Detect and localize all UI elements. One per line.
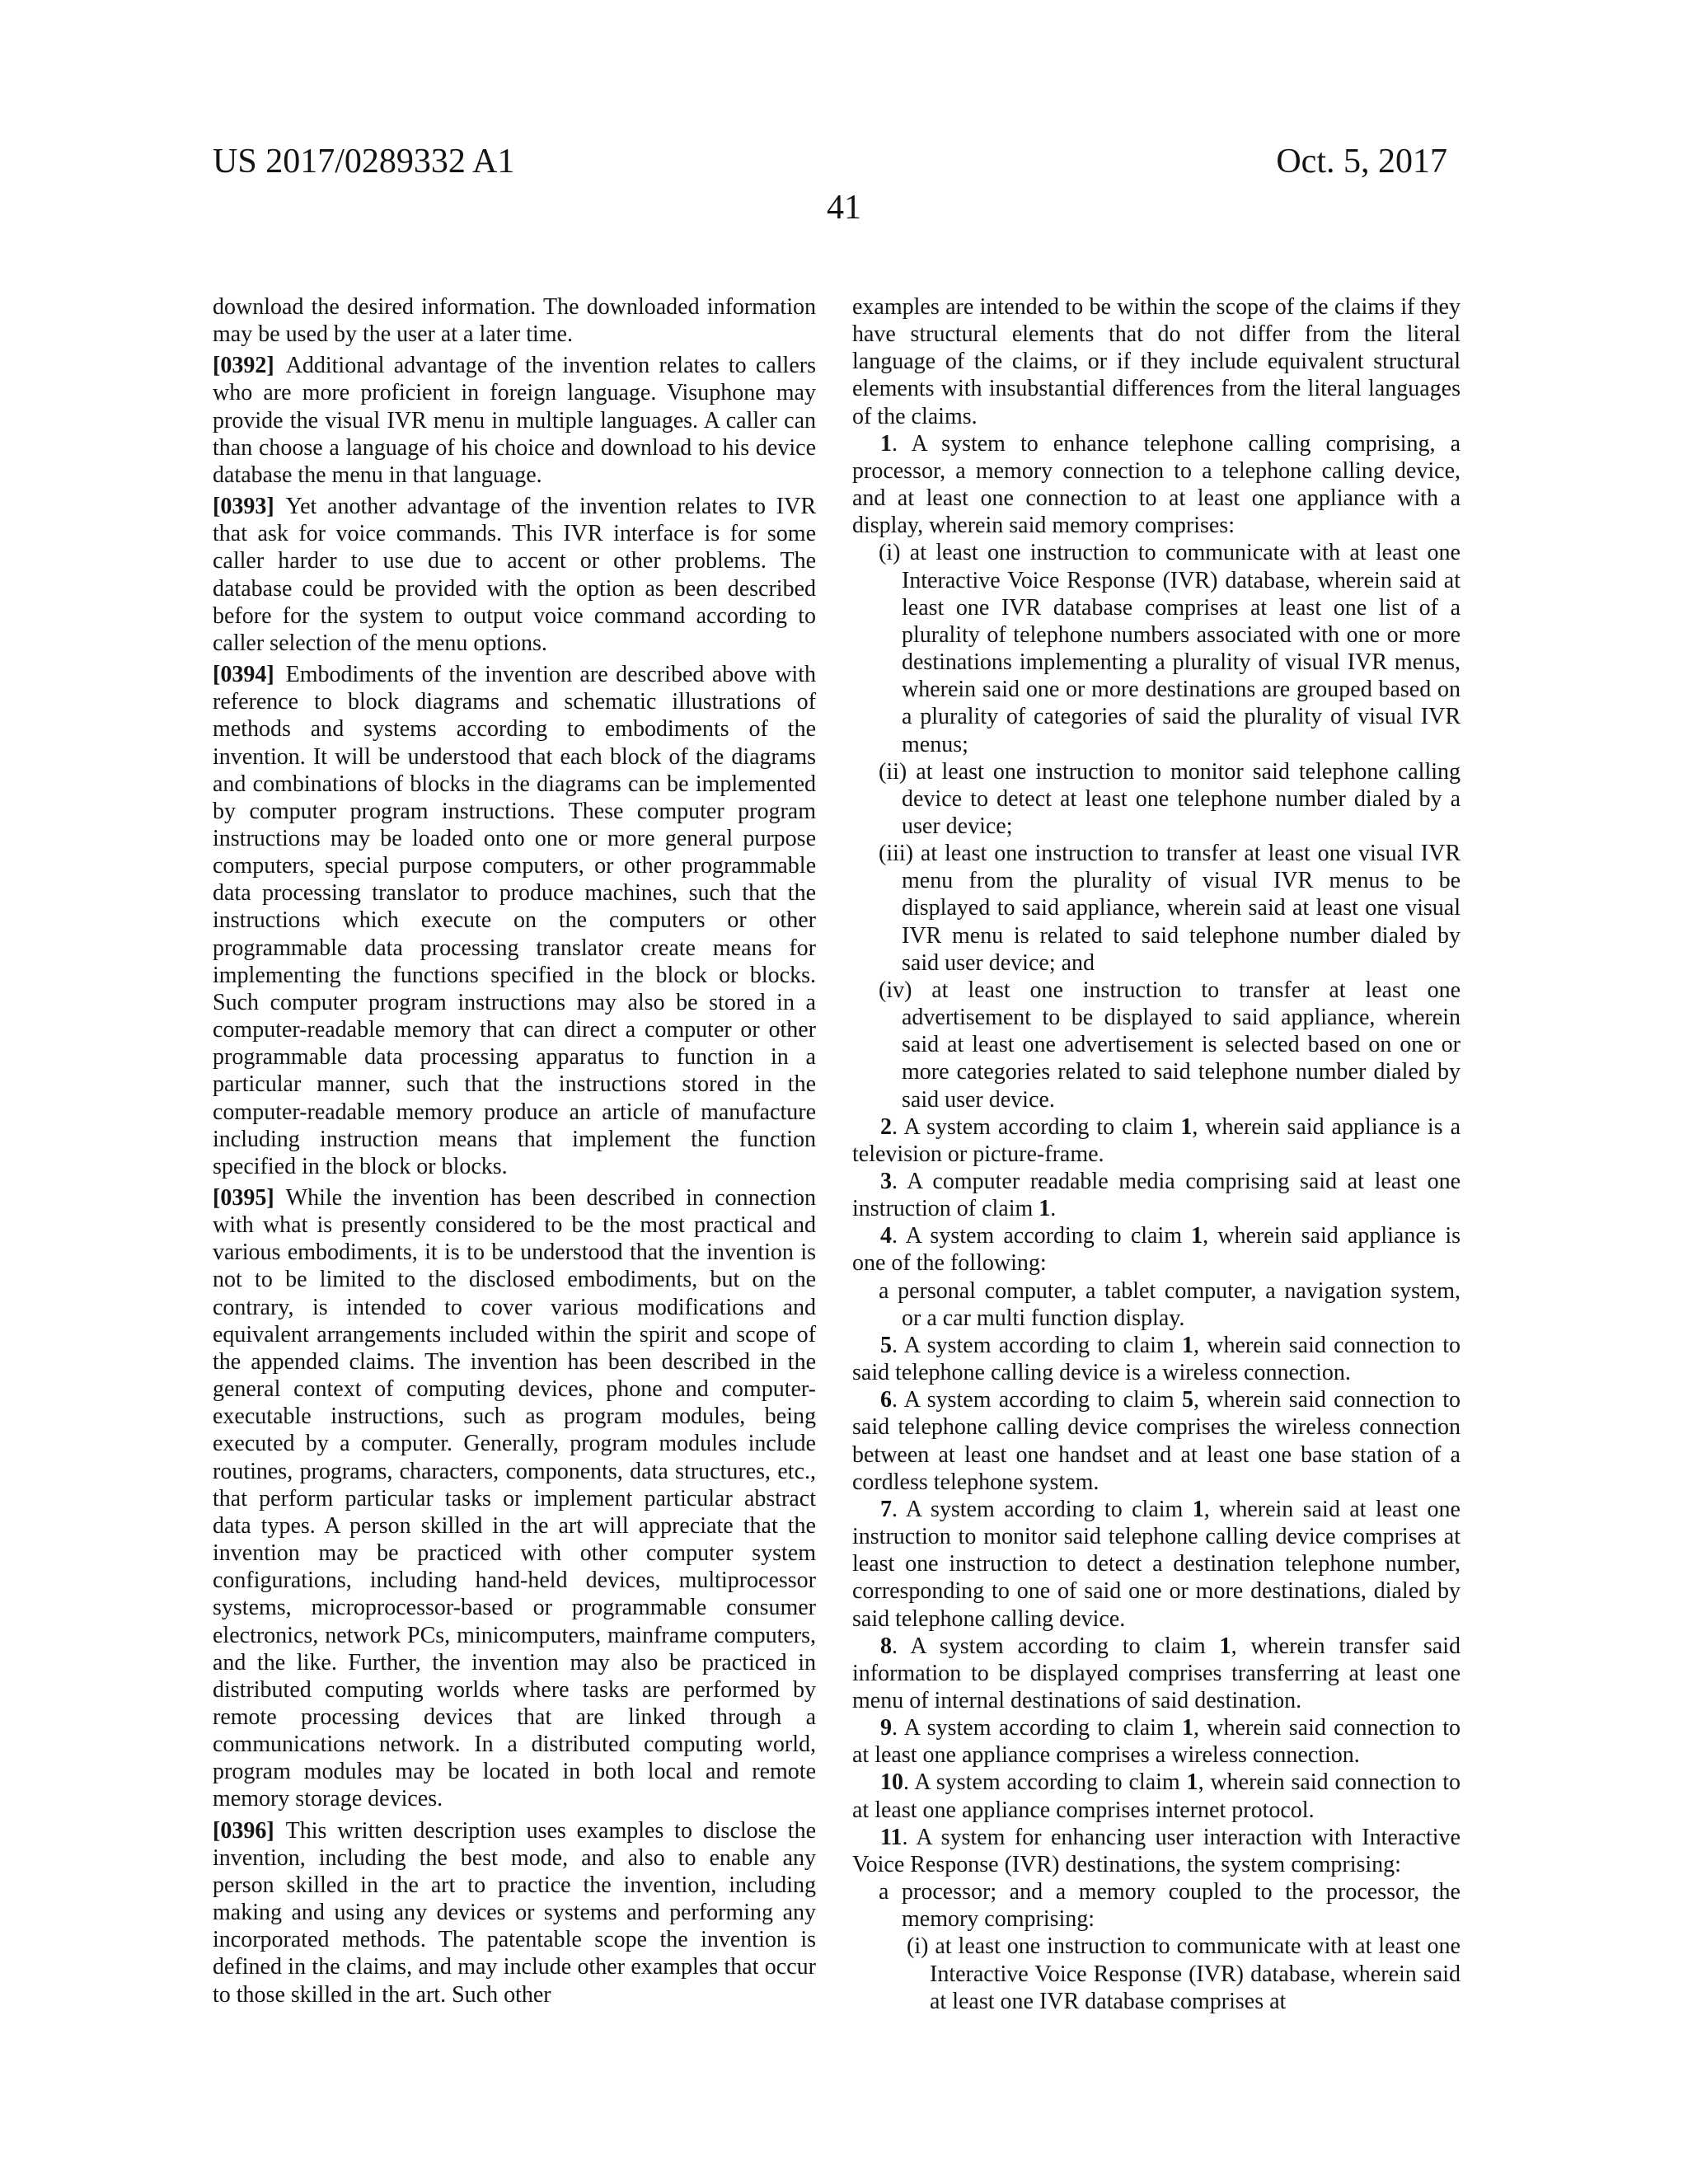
claim-number: 5: [880, 1332, 892, 1358]
claim-reference: 1: [1180, 1113, 1193, 1140]
claim-reference: 1: [1192, 1496, 1204, 1522]
claim-text: . A system according to claim: [892, 1332, 1182, 1358]
claim-1-element-i: (i) at least one instruction to communicate with at least one Interactive Voice Response (IVR) database, wherein said at least one IVR database comprises at least one list of a plurality of telephone numbers associated with one or more destinations implementing a plurality of visual IVR menus, wherein said one or more destinations are grouped based on a plurality of categories of said the plurality of visual IVR menus;: [879, 540, 1461, 757]
claim-reference: 5: [1181, 1387, 1193, 1413]
publication-date: Oct. 5, 2017: [1276, 143, 1447, 180]
claim-text: . A system according to claim: [892, 1387, 1182, 1413]
claim-text: . A system according to claim: [892, 1715, 1182, 1741]
claim-6: [852, 1386, 1461, 1496]
paragraph-0396: [213, 1817, 816, 2008]
publication-number: US 2017/0289332 A1: [213, 143, 515, 180]
claim-8: [852, 1633, 1461, 1714]
claim-text: . A system according to claim: [892, 1223, 1192, 1249]
paragraph-number: [0393]: [213, 494, 274, 520]
claim-11-element: a processor; and a memory coupled to the processor, the memory comprising:: [879, 1879, 1461, 1933]
left-column: [213, 293, 816, 2008]
claim-number: 2: [880, 1113, 892, 1140]
claim-text: , wherein said connection to said telephone calling device is a wireless connection.: [852, 1332, 1461, 1386]
claim-number: 4: [880, 1223, 892, 1249]
claim-text: . A computer readable media comprising said at least one instruction of claim: [852, 1169, 1461, 1222]
claim-reference: 1: [1181, 1332, 1193, 1358]
claim-1-element-iv: (iv) at least one instruction to transfer at least one advertisement to be displayed to said appliance, wherein said at least one advertisement is selected based on one or more categories related to said telephone number dialed by said user device.: [879, 977, 1461, 1113]
paragraph-text: Additional advantage of the invention relates to callers who are more proficient in foreign language. Visuphone may provide the visual IVR menu in multiple languages. A caller can than choose a language of his choice and download to his device database the menu in that language.: [213, 353, 816, 488]
claim-reference: 1: [1219, 1633, 1231, 1659]
paragraph-number: [0394]: [213, 662, 274, 688]
claim-number: 8: [880, 1633, 892, 1659]
claim-text: . A system according to claim: [892, 1633, 1220, 1659]
claim-reference: 1: [1191, 1223, 1203, 1249]
claim-number: 3: [880, 1169, 892, 1194]
claim-text: , wherein said connection to at least one appliance comprises a wireless connection.: [852, 1715, 1461, 1769]
claim-10: [852, 1769, 1461, 1823]
page-number: 41: [827, 189, 861, 227]
claim-number: 1: [880, 430, 892, 457]
paragraph-0392: [213, 352, 816, 489]
paragraph-number: [0392]: [213, 353, 274, 379]
claim-text: . A system to enhance telephone calling comprising, a processor, a memory connection to a telephone calling device, and at least one connection to at least one appliance with a display, wherein said memory comprises:: [852, 430, 1461, 539]
claim-text: , wherein said connection to said telephone calling device comprises the wireless connection between at least one handset and at least one base station of a cordless telephone system.: [852, 1387, 1461, 1495]
paragraph-text: While the invention has been described in connection with what is presently considered to be the most practical and various embodiments, it is to be understood that the invention is not to be limited to the disclosed embodiments, but on the contrary, is intended to cover various modifications and equivalent arrangements included within the spirit and scope of the appended claims. The invention has been described in the general context of computing devices, phone and computer-executable instructions, such as program modules, being executed by a computer. Generally, program modules include routines, programs, characters, components, data structures, etc., that perform particular tasks or implement particular abstract data types. A person skilled in the art will appreciate that the invention may be practiced with other computer system configurations, including hand-held devices, multiprocessor systems, microprocessor-based or programmable consumer electronics, network PCs, minicomputers, mainframe computers, and the like. Further, the invention may also be practiced in distributed computing worlds where tasks are performed by remote processing devices that are linked through a communications network. In a distributed computing world, program modules may be located in both local and remote memory storage devices.: [213, 1185, 816, 1812]
paragraph-0395: [213, 1184, 816, 1813]
claim-text: , wherein said appliance is a television or picture-frame.: [852, 1113, 1461, 1167]
paragraph-text: Embodiments of the invention are described above with reference to block diagrams and schematic illustrations of methods and systems according to embodiments of the invention. It will be understood that each block of the diagrams and combinations of blocks in the diagrams can be implemented by computer program instructions. These computer program instructions may be loaded onto one or more general purpose computers, special purpose computers, or other programmable data processing translator to produce machines, such that the instructions which execute on the computers or other programmable data processing translator create means for implementing the functions specified in the block or blocks. Such computer program instructions may also be stored in a computer-readable memory that can direct a computer or other programmable data processing apparatus to function in a particular manner, such that the instructions stored in the computer-readable memory produce an article of manufacture including instruction means that implement the function specified in the block or blocks.: [213, 662, 816, 1179]
claim-reference: 1: [1186, 1769, 1198, 1796]
paragraph-number: [0395]: [213, 1185, 274, 1211]
claim-7: [852, 1496, 1461, 1633]
claim-text: .: [1050, 1196, 1057, 1222]
paragraph-continuation: download the desired information. The downloaded information may be used by the user at a later time.: [213, 294, 816, 348]
claim-5: [852, 1332, 1461, 1386]
claim-text: , wherein said connection to at least one appliance comprises internet protocol.: [852, 1769, 1461, 1823]
claim-4: [852, 1222, 1461, 1277]
claim-11-element-i: (i) at least one instruction to communicate with at least one Interactive Voice Response (IVR) database, wherein said at least one IVR database comprises at: [907, 1933, 1461, 2014]
claim-text: , wherein transfer said information to be displayed comprises transferring at least one menu of internal destinations of said destination.: [852, 1633, 1461, 1713]
claim-number: 6: [880, 1387, 892, 1413]
claim-4-element: a personal computer, a tablet computer, a navigation system, or a car multi function display.: [879, 1277, 1461, 1331]
paragraph-0394: [213, 661, 816, 1180]
claim-number: 11: [880, 1824, 903, 1850]
claim-11: [852, 1824, 1461, 1878]
claim-text: . A system for enhancing user interaction with Interactive Voice Response (IVR) destinations, the system comprising:: [852, 1824, 1461, 1877]
claim-reference: 1: [1039, 1196, 1051, 1222]
claim-text: . A system according to claim: [892, 1113, 1181, 1140]
claim-9: [852, 1714, 1461, 1769]
paragraph-0393: [213, 493, 816, 657]
claim-number: 7: [880, 1496, 892, 1522]
claim-text: . A system according to claim: [892, 1496, 1193, 1522]
claim-3: [852, 1168, 1461, 1222]
claim-1-element-iii: (iii) at least one instruction to transfer at least one visual IVR menu from the plurality of visual IVR menus to be displayed to said appliance, wherein said at least one visual IVR menu is related to said telephone number dialed by said user device; and: [879, 841, 1461, 976]
paragraph-text: This written description uses examples to disclose the invention, including the best mode, and also to enable any person skilled in the art to practice the invention, including making and using any devices or systems and performing any incorporated methods. The patentable scope the invention is defined in the claims, and may include other examples that occur to those skilled in the art. Such other: [213, 1817, 816, 2008]
paragraph-text: Yet another advantage of the invention relates to IVR that ask for voice commands. This IVR interface is for some caller harder to use due to accent or other problems. The database could be provided with the option as been described before for the system to output voice command according to caller selection of the menu options.: [213, 494, 816, 656]
claim-text: . A system according to claim: [903, 1769, 1187, 1796]
claim-number: 9: [880, 1715, 892, 1741]
paragraph-continuation: examples are intended to be within the scope of the claims if they have structural elements that do not differ from the literal language of the claims, or if they include equivalent structural elements with insubstantial differences from the literal languages of the claims.: [852, 294, 1461, 429]
claim-text: , wherein said at least one instruction to monitor said telephone calling device comprises at least one instruction to detect a destination telephone number, corresponding to one of said one or more destinations, dialed by said telephone calling device.: [852, 1496, 1461, 1632]
claim-number: 10: [880, 1769, 903, 1796]
claim-1: [852, 430, 1461, 540]
right-column: [852, 293, 1461, 2015]
paragraph-number: [0396]: [213, 1817, 274, 1844]
claim-text: , wherein said appliance is one of the following:: [852, 1223, 1461, 1277]
claim-1-element-ii: (ii) at least one instruction to monitor said telephone calling device to detect at least one telephone number dialed by a user device;: [879, 758, 1461, 839]
claim-2: [852, 1113, 1461, 1168]
claim-reference: 1: [1181, 1715, 1193, 1741]
